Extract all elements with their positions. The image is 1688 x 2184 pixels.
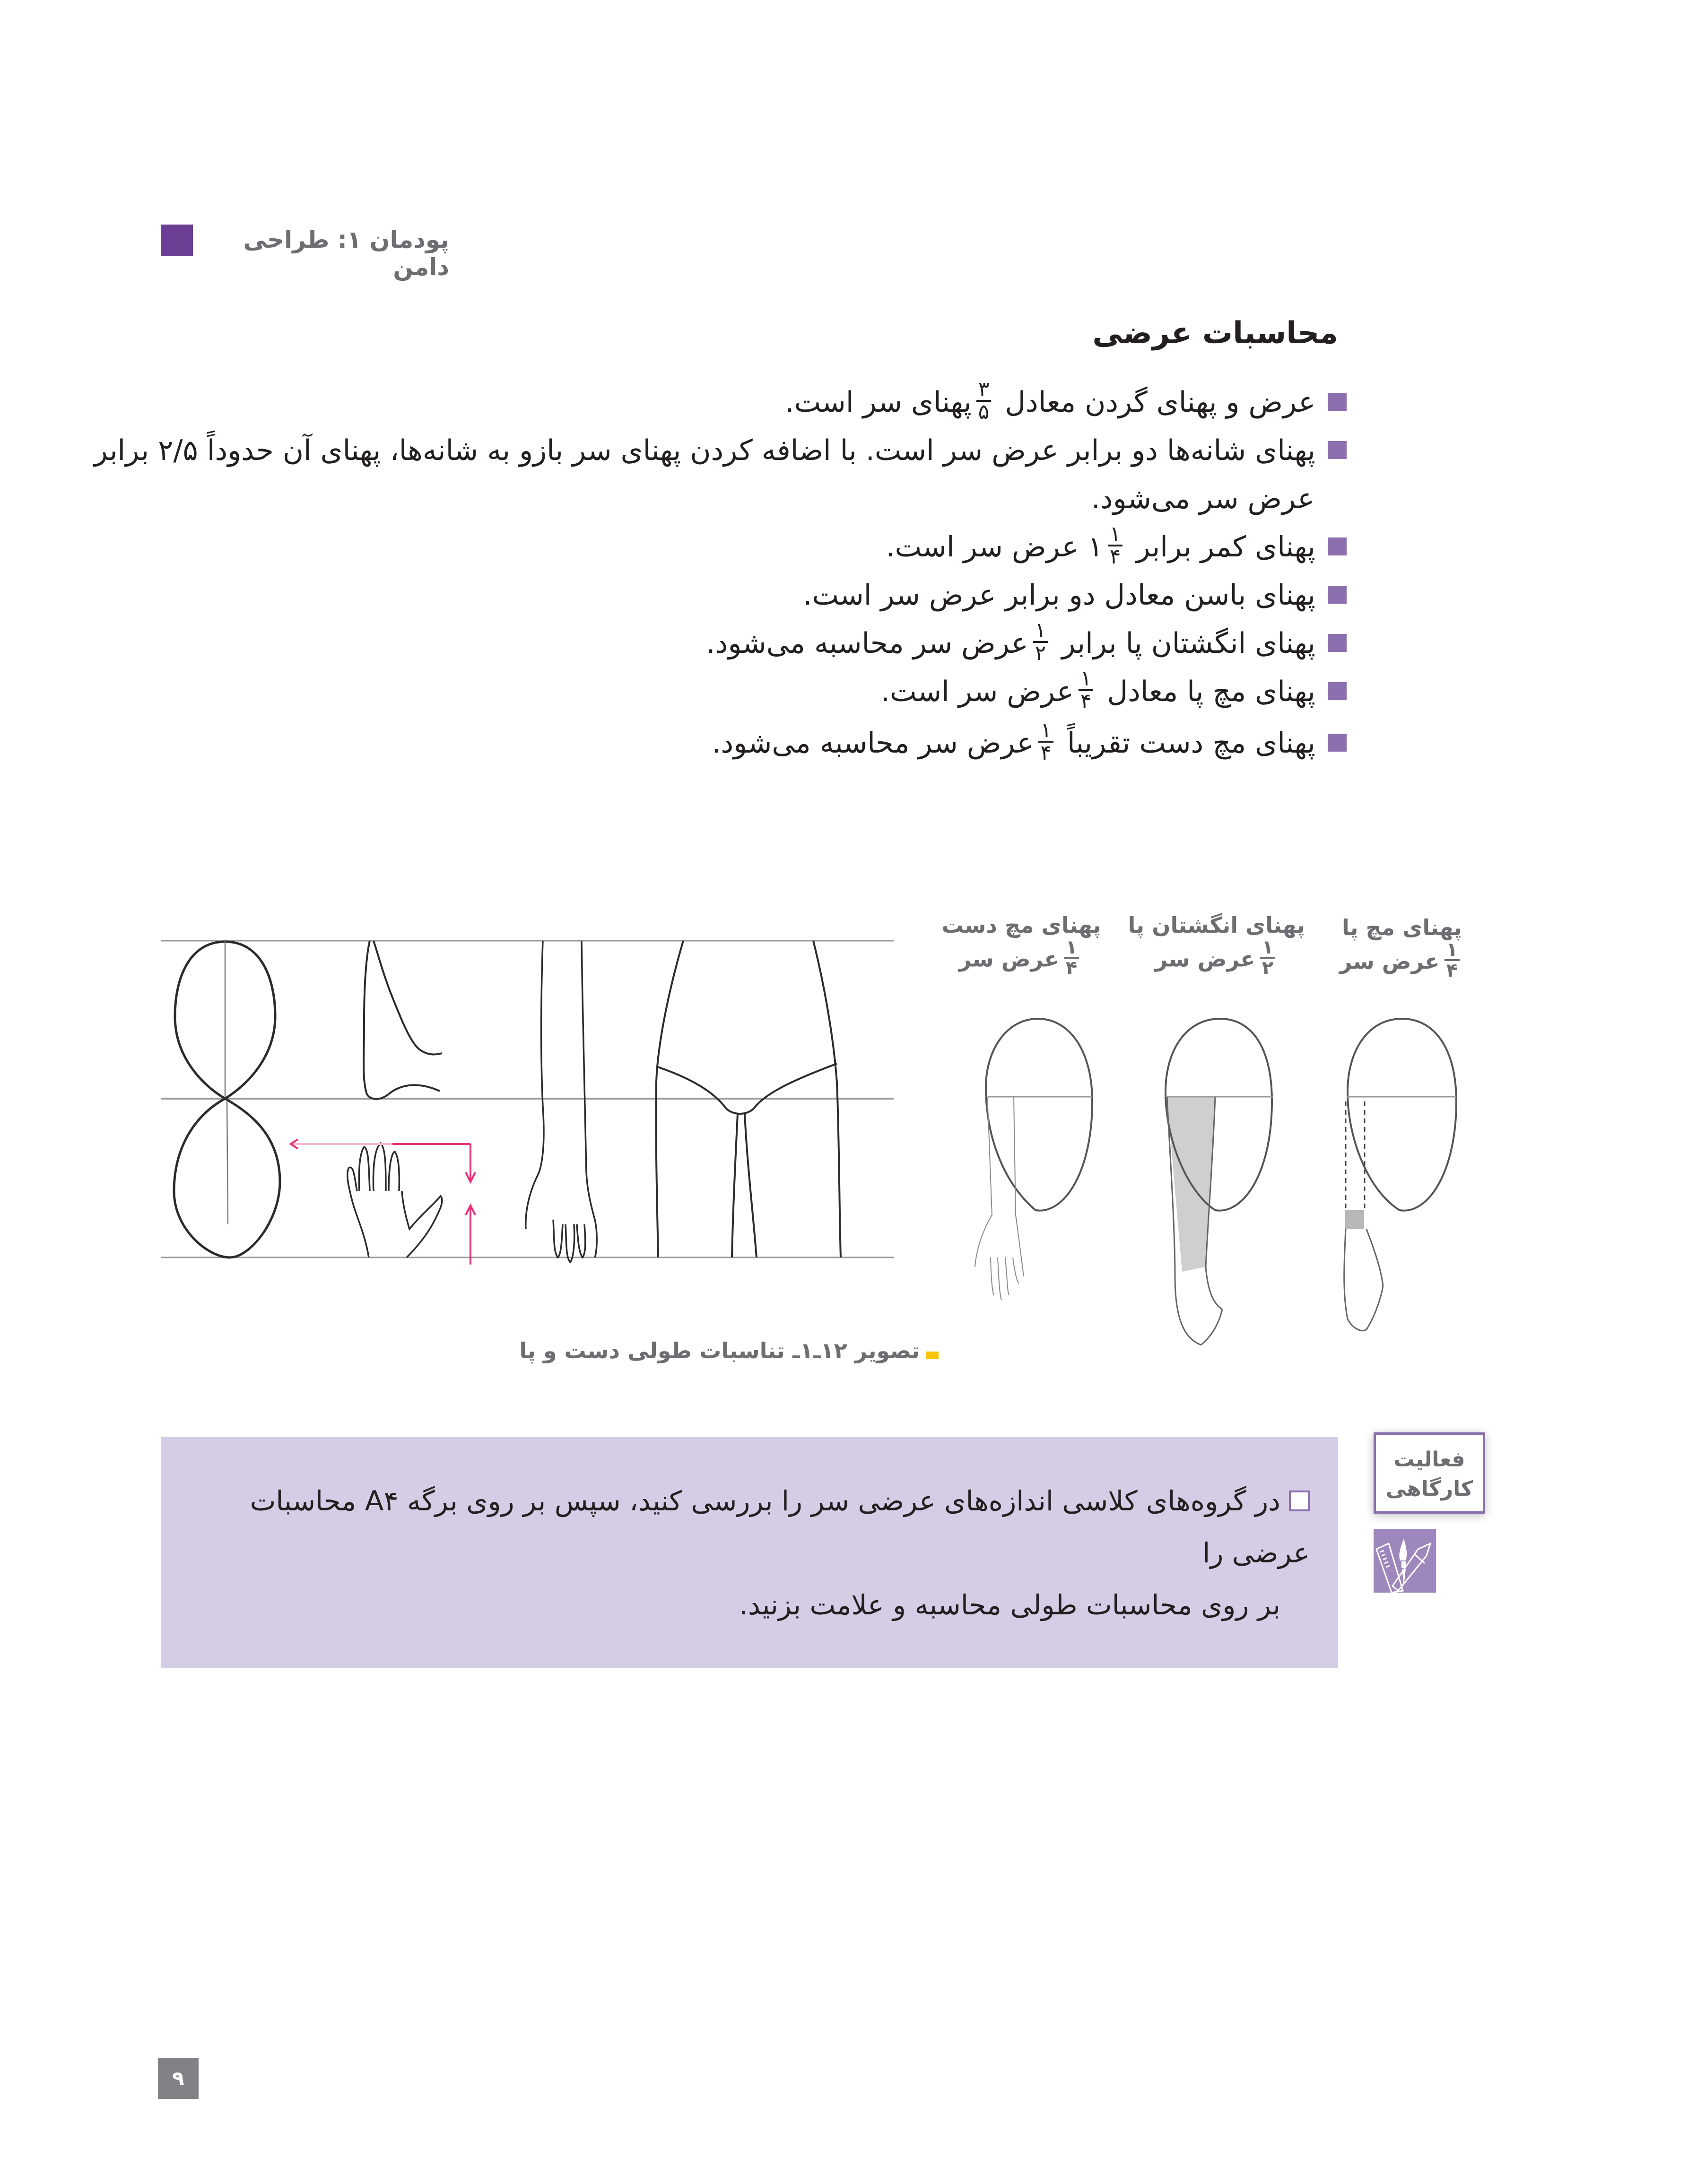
workshop-activity-label: فعالیت کارگاهی	[1374, 1432, 1485, 1514]
checkbox-icon[interactable]	[1289, 1491, 1310, 1511]
ankle-foot-drawing	[1344, 1229, 1383, 1331]
bullet-square-icon	[1328, 441, 1347, 459]
section-title: محاسبات عرضی	[1092, 316, 1338, 351]
item-text: پهنای شانه‌ها دو برابر عرض سر است. با اضافه کردن پهنای سر بازو به شانه‌ها، پهنای آن حدوداً ۲/۵ برابر	[94, 434, 1315, 467]
item-text: پهنای انگشتان پا برابر	[1062, 627, 1315, 660]
bullet-square-icon	[1328, 682, 1347, 700]
activity-box	[161, 1437, 1338, 1668]
item-text: عرض سر است.	[880, 675, 1074, 708]
bullet-square-icon	[1328, 586, 1347, 604]
list-item	[160, 716, 1347, 771]
item-text: پهنای مچ دست تقریباً	[1067, 727, 1315, 760]
whole-number: ۱	[1088, 530, 1103, 563]
bullet-square-icon	[1328, 393, 1347, 411]
fraction: $\frac{۱}{۴}$	[1038, 720, 1053, 763]
label-ankle-width: پهنای مچ پا $\frac{۱}{۴}$ عرض سر	[1339, 915, 1462, 981]
page-number: ۹	[158, 2058, 199, 2099]
fraction: $\frac{۱}{۲}$	[1033, 620, 1048, 664]
list-item	[94, 426, 1347, 475]
bullet-square-icon	[1328, 634, 1347, 652]
ruler-brush-pencil-icon	[1374, 1529, 1436, 1593]
bullet-square-icon	[1328, 734, 1347, 752]
label-toes-width: پهنای انگشتان پا $\frac{۱}{۲}$ عرض سر	[1128, 912, 1305, 979]
item-text: عرض و پهنای گردن معادل	[1005, 386, 1315, 419]
caption-marker-icon	[926, 1352, 939, 1359]
width-proportions-illustration	[936, 993, 1485, 1352]
module-marker	[161, 225, 193, 256]
item-text: پهنای باسن معادل دو برابر عرض سر است.	[803, 579, 1315, 612]
wrist-hand-drawing	[975, 1097, 1024, 1300]
length-proportions-illustration	[156, 927, 898, 1267]
measure-arrows	[291, 1139, 475, 1265]
item-text: پهنای مچ پا معادل	[1107, 675, 1315, 708]
list-item	[160, 571, 1347, 619]
ankle-width-shade	[1345, 1210, 1364, 1229]
width-rules-list	[94, 377, 1347, 771]
list-item-continuation	[160, 475, 1347, 523]
list-item	[160, 378, 1347, 426]
module-title: پودمان ۱: طراحی دامن	[243, 226, 449, 281]
list-item	[160, 667, 1347, 716]
hand-drawing	[348, 1143, 442, 1257]
fraction: $\frac{۱}{۴}$	[1108, 524, 1123, 567]
list-item	[160, 523, 1347, 571]
wrist-head-figure	[986, 1019, 1092, 1211]
item-text: عرض سر می‌شود.	[1091, 482, 1314, 515]
activity-text: در گروه‌های کلاسی اندازه‌های عرضی سر را بررسی کنید، سپس بر روی برگه A۴ محاسبات عرضی را بر روی محاسبات طولی محاسبه و علامت بزنید.	[250, 1485, 1310, 1621]
item-text: عرض سر است.	[886, 530, 1079, 563]
bullet-square-icon	[1328, 537, 1347, 555]
arm-drawing	[526, 941, 597, 1262]
item-text: پهنای سر است.	[785, 386, 972, 419]
list-item	[160, 619, 1347, 667]
fraction: $\frac{۱}{۴}$	[1079, 668, 1094, 712]
label-wrist-width: پهنای مچ دست $\frac{۱}{۴}$ عرض سر	[941, 912, 1101, 979]
item-text: عرض سر محاسبه می‌شود.	[712, 727, 1034, 760]
item-text: پهنای کمر برابر	[1136, 530, 1315, 563]
figure-caption: تصویر ۱۲ـ۱ـ تناسبات طولی دست و پا	[519, 1338, 939, 1363]
fraction: $\frac{۳}{۵}$	[976, 379, 992, 423]
item-text: عرض سر محاسبه می‌شود.	[706, 627, 1028, 660]
